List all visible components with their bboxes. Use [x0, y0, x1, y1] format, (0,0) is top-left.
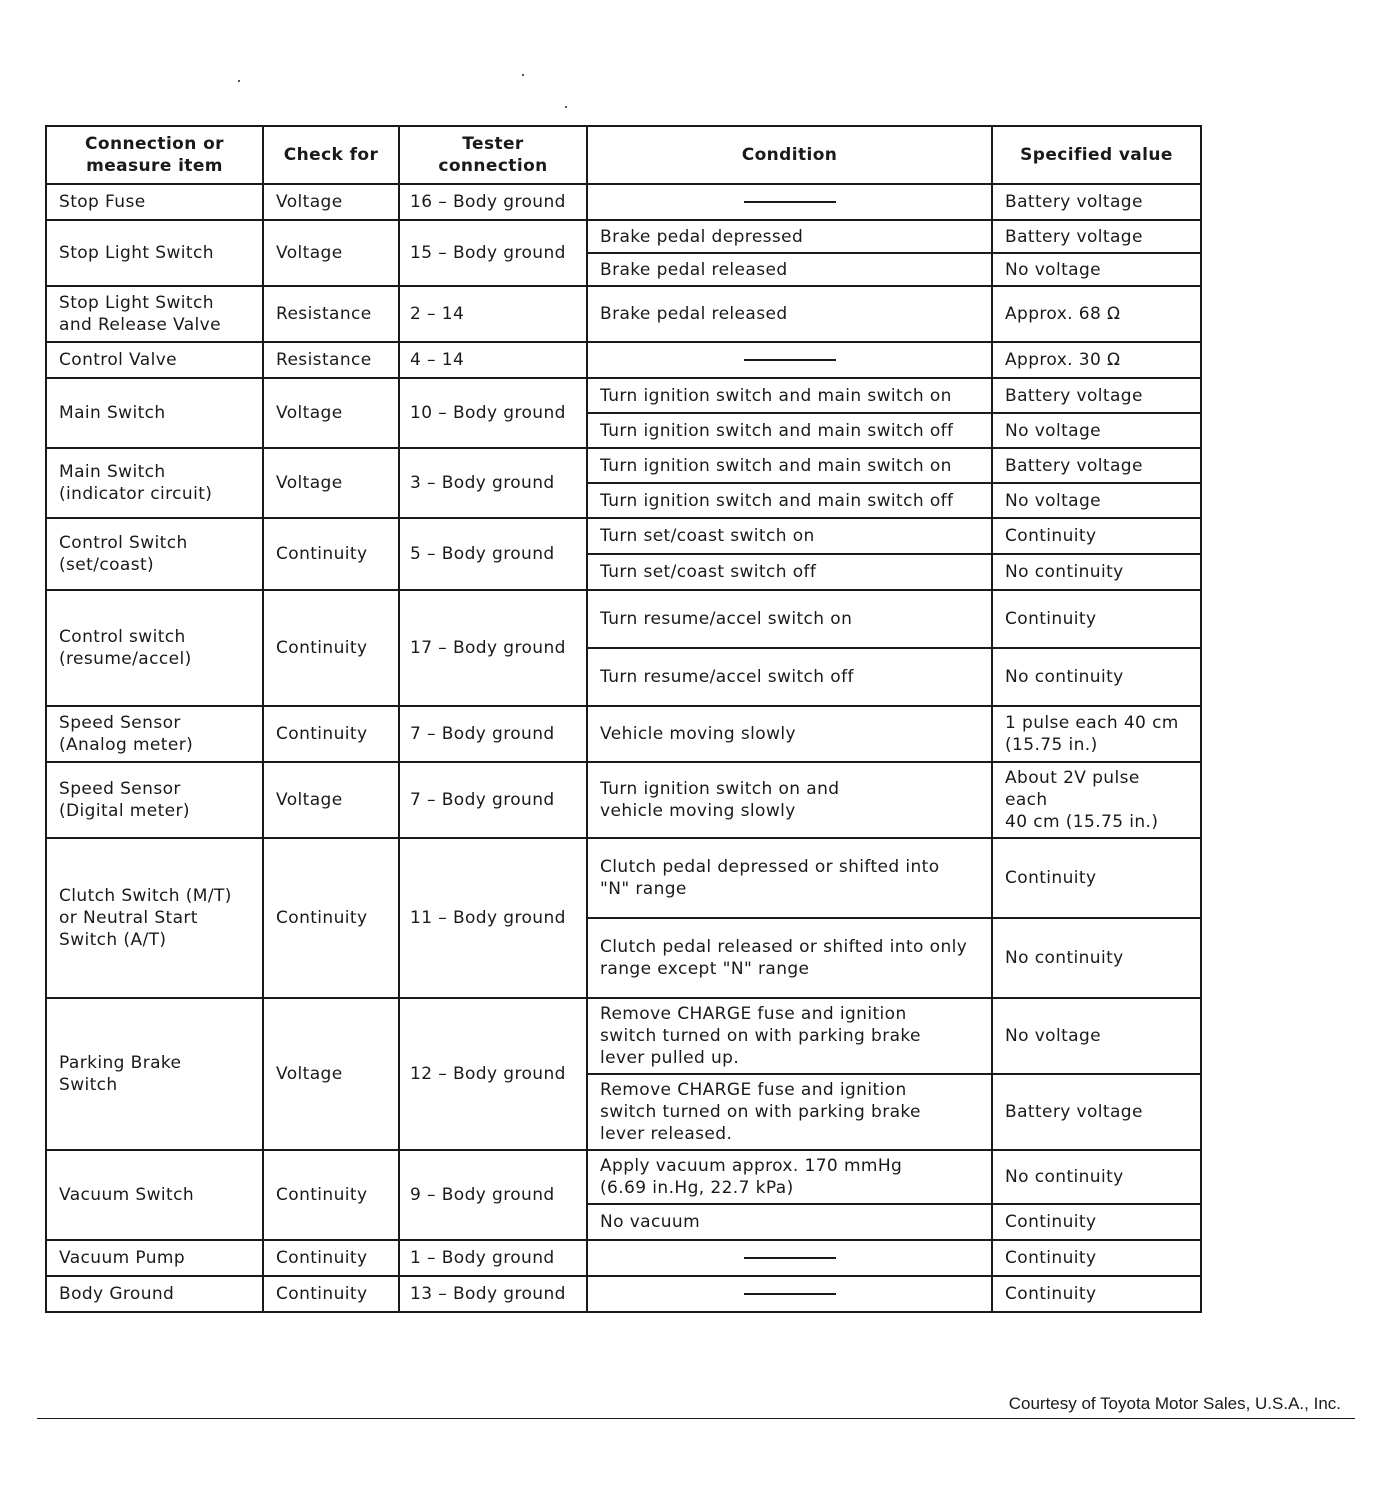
table-row	[46, 838, 1201, 918]
cell-specified-value: Battery voltage	[992, 378, 1201, 413]
cell-connection-item: Stop Fuse	[46, 184, 263, 220]
cell-check-for: Continuity	[263, 838, 399, 998]
header-tester-connection: Tester connection	[399, 126, 587, 184]
cell-connection-item: Vacuum Pump	[46, 1240, 263, 1276]
cell-check-for: Continuity	[263, 518, 399, 590]
cell-connection-item: Speed Sensor (Digital meter)	[46, 762, 263, 838]
cell-tester-connection: 3 – Body ground	[399, 448, 587, 518]
scan-speck	[522, 74, 524, 76]
cell-tester-connection: 1 – Body ground	[399, 1240, 587, 1276]
cell-specified-value: No continuity	[992, 554, 1201, 590]
courtesy-credit: Courtesy of Toyota Motor Sales, U.S.A., Inc.	[1008, 1394, 1341, 1413]
scan-speck	[238, 80, 240, 82]
header-connection-item: Connection or measure item	[46, 126, 263, 184]
cell-specified-value: Continuity	[992, 590, 1201, 648]
table-row	[46, 1276, 1201, 1312]
cell-connection-item: Body Ground	[46, 1276, 263, 1312]
cell-connection-item: Main Switch	[46, 378, 263, 448]
cell-condition: Brake pedal depressed	[587, 220, 992, 253]
cell-condition: Turn ignition switch on and vehicle moving slowly	[587, 762, 992, 838]
cell-check-for: Voltage	[263, 184, 399, 220]
cell-condition: Brake pedal released	[587, 286, 992, 342]
cell-check-for: Continuity	[263, 706, 399, 762]
cell-specified-value: No continuity	[992, 648, 1201, 706]
cell-specified-value: Battery voltage	[992, 448, 1201, 483]
cell-condition: Turn ignition switch and main switch off	[587, 413, 992, 448]
cell-check-for: Resistance	[263, 342, 399, 378]
footer-rule	[37, 1418, 1355, 1419]
cell-specified-value: Approx. 68 Ω	[992, 286, 1201, 342]
table-row	[46, 342, 1201, 378]
cell-check-for: Voltage	[263, 220, 399, 286]
cell-connection-item: Control switch (resume/accel)	[46, 590, 263, 706]
scan-speck	[565, 106, 567, 108]
cell-condition: Remove CHARGE fuse and ignition switch turned on with parking brake lever pulled up.	[587, 998, 992, 1074]
table-row	[46, 378, 1201, 413]
cell-connection-item: Stop Light Switch and Release Valve	[46, 286, 263, 342]
dash-line	[744, 201, 836, 203]
cell-condition: Turn resume/accel switch on	[587, 590, 992, 648]
dash-line	[744, 1293, 836, 1295]
cell-tester-connection: 16 – Body ground	[399, 184, 587, 220]
cell-condition: Apply vacuum approx. 170 mmHg (6.69 in.Hg, 22.7 kPa)	[587, 1150, 992, 1204]
cell-tester-connection: 7 – Body ground	[399, 762, 587, 838]
cell-tester-connection: 7 – Body ground	[399, 706, 587, 762]
cell-tester-connection: 15 – Body ground	[399, 220, 587, 286]
cell-specified-value: Continuity	[992, 1276, 1201, 1312]
table-row	[46, 220, 1201, 253]
cell-tester-connection: 17 – Body ground	[399, 590, 587, 706]
cell-tester-connection: 9 – Body ground	[399, 1150, 587, 1240]
cell-tester-connection: 12 – Body ground	[399, 998, 587, 1150]
cell-condition-empty	[587, 1240, 992, 1276]
cell-tester-connection: 5 – Body ground	[399, 518, 587, 590]
cell-specified-value: 1 pulse each 40 cm (15.75 in.)	[992, 706, 1201, 762]
cell-check-for: Resistance	[263, 286, 399, 342]
cell-connection-item: Stop Light Switch	[46, 220, 263, 286]
cell-specified-value: Continuity	[992, 1204, 1201, 1240]
cell-condition: Brake pedal released	[587, 253, 992, 286]
header-specified-value: Specified value	[992, 126, 1201, 184]
cell-specified-value: Battery voltage	[992, 1074, 1201, 1150]
cell-connection-item: Main Switch (indicator circuit)	[46, 448, 263, 518]
cell-condition-empty	[587, 184, 992, 220]
cell-tester-connection: 10 – Body ground	[399, 378, 587, 448]
table-row	[46, 1150, 1201, 1204]
cell-condition: Turn ignition switch and main switch on	[587, 448, 992, 483]
header-condition: Condition	[587, 126, 992, 184]
cell-check-for: Continuity	[263, 590, 399, 706]
dash-line	[744, 1257, 836, 1259]
cell-connection-item: Parking Brake Switch	[46, 998, 263, 1150]
cell-check-for: Voltage	[263, 762, 399, 838]
cell-condition: Turn set/coast switch off	[587, 554, 992, 590]
table-row	[46, 286, 1201, 342]
cell-condition: Turn set/coast switch on	[587, 518, 992, 554]
cell-condition: Clutch pedal depressed or shifted into "N" range	[587, 838, 992, 918]
cell-connection-item: Vacuum Switch	[46, 1150, 263, 1240]
table-row	[46, 448, 1201, 483]
cell-condition-empty	[587, 1276, 992, 1312]
table-header-row	[46, 126, 1201, 184]
cell-condition: Vehicle moving slowly	[587, 706, 992, 762]
cell-specified-value: No voltage	[992, 483, 1201, 518]
cell-specified-value: Approx. 30 Ω	[992, 342, 1201, 378]
cell-specified-value: No continuity	[992, 1150, 1201, 1204]
table-row	[46, 590, 1201, 648]
cell-condition: Clutch pedal released or shifted into only range except "N" range	[587, 918, 992, 998]
cell-connection-item: Control Switch (set/coast)	[46, 518, 263, 590]
cell-condition: Turn ignition switch and main switch off	[587, 483, 992, 518]
table-row	[46, 762, 1201, 838]
table-row	[46, 518, 1201, 554]
cell-specified-value: Battery voltage	[992, 220, 1201, 253]
cell-specified-value: Continuity	[992, 518, 1201, 554]
cell-specified-value: Continuity	[992, 838, 1201, 918]
table-row	[46, 184, 1201, 220]
cell-specified-value: About 2V pulse each 40 cm (15.75 in.)	[992, 762, 1201, 838]
cell-condition-empty	[587, 342, 992, 378]
header-check-for: Check for	[263, 126, 399, 184]
cell-check-for: Continuity	[263, 1276, 399, 1312]
cell-tester-connection: 11 – Body ground	[399, 838, 587, 998]
cell-specified-value: No voltage	[992, 998, 1201, 1074]
cell-check-for: Continuity	[263, 1240, 399, 1276]
cell-specified-value: No voltage	[992, 413, 1201, 448]
cell-specified-value: No voltage	[992, 253, 1201, 286]
cell-check-for: Voltage	[263, 378, 399, 448]
cell-connection-item: Speed Sensor (Analog meter)	[46, 706, 263, 762]
cell-check-for: Voltage	[263, 448, 399, 518]
cell-condition: Remove CHARGE fuse and ignition switch turned on with parking brake lever released.	[587, 1074, 992, 1150]
inspection-table	[45, 125, 1202, 1313]
cell-tester-connection: 13 – Body ground	[399, 1276, 587, 1312]
table-row	[46, 1240, 1201, 1276]
cell-check-for: Voltage	[263, 998, 399, 1150]
table-row	[46, 706, 1201, 762]
cell-condition: Turn resume/accel switch off	[587, 648, 992, 706]
cell-check-for: Continuity	[263, 1150, 399, 1240]
cell-connection-item: Clutch Switch (M/T) or Neutral Start Switch (A/T)	[46, 838, 263, 998]
cell-specified-value: Battery voltage	[992, 184, 1201, 220]
table-row	[46, 998, 1201, 1074]
table-body	[46, 184, 1201, 1312]
cell-tester-connection: 2 – 14	[399, 286, 587, 342]
dash-line	[744, 359, 836, 361]
cell-specified-value: No continuity	[992, 918, 1201, 998]
cell-connection-item: Control Valve	[46, 342, 263, 378]
cell-specified-value: Continuity	[992, 1240, 1201, 1276]
cell-condition: Turn ignition switch and main switch on	[587, 378, 992, 413]
cell-tester-connection: 4 – 14	[399, 342, 587, 378]
cell-condition: No vacuum	[587, 1204, 992, 1240]
